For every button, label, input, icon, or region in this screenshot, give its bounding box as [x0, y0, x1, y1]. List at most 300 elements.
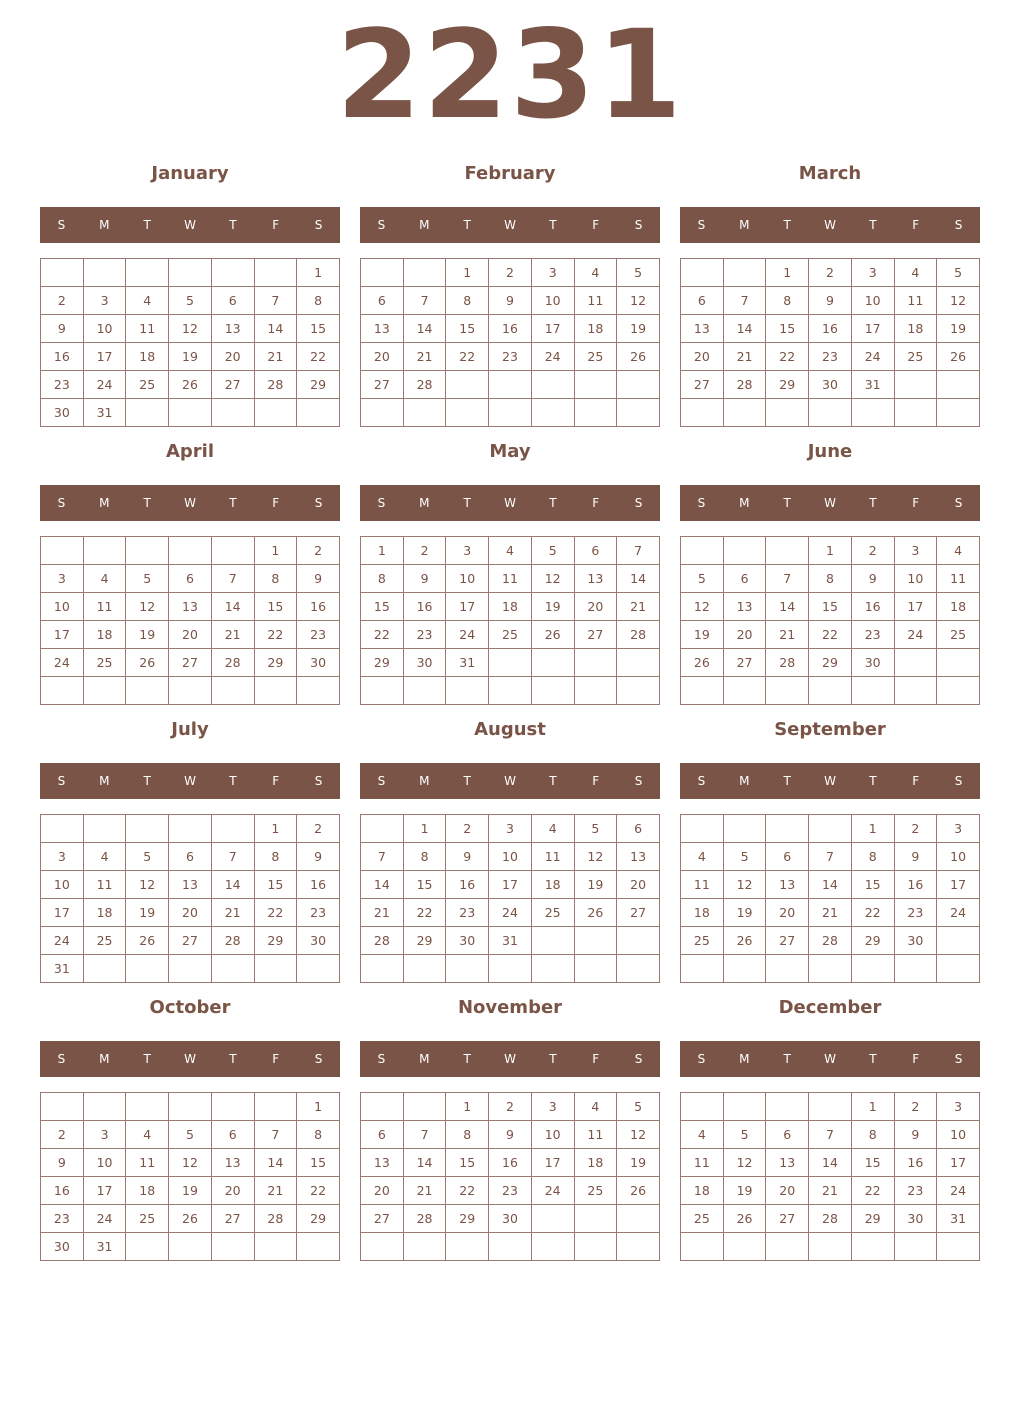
week-row	[361, 927, 660, 955]
day-cell: 25	[937, 621, 980, 649]
day-cell: 12	[723, 1149, 766, 1177]
day-cell	[254, 1093, 297, 1121]
weekday-label: W	[184, 218, 196, 232]
day-cell: 27	[211, 371, 254, 399]
weekday-header	[680, 485, 980, 521]
day-cell: 6	[211, 1121, 254, 1149]
week-row	[361, 649, 660, 677]
day-cell: 28	[723, 371, 766, 399]
day-cell: 9	[446, 843, 489, 871]
day-cell	[169, 537, 212, 565]
day-cell: 14	[809, 1149, 852, 1177]
week-row	[41, 593, 340, 621]
day-cell: 5	[617, 1093, 660, 1121]
week-row	[681, 343, 980, 371]
weekday-label: S	[954, 496, 963, 510]
day-cell: 5	[126, 843, 169, 871]
day-cell: 19	[937, 315, 980, 343]
week-row	[41, 287, 340, 315]
week-row	[361, 315, 660, 343]
day-cell	[446, 371, 489, 399]
day-cell	[169, 1093, 212, 1121]
day-cell: 15	[851, 871, 894, 899]
week-row	[681, 899, 980, 927]
day-cell: 2	[41, 1121, 84, 1149]
weekday-header	[40, 1041, 340, 1077]
weekday-label: F	[592, 496, 600, 510]
week-row	[681, 955, 980, 983]
day-cell: 9	[851, 565, 894, 593]
day-cell: 29	[403, 927, 446, 955]
day-cell: 4	[126, 287, 169, 315]
week-row	[681, 287, 980, 315]
day-cell: 3	[41, 843, 84, 871]
day-cell: 10	[41, 871, 84, 899]
day-cell: 27	[766, 927, 809, 955]
day-cell	[681, 955, 724, 983]
day-cell: 7	[211, 565, 254, 593]
day-cell: 21	[617, 593, 660, 621]
day-cell: 11	[574, 1121, 617, 1149]
day-cell: 29	[809, 649, 852, 677]
week-row	[41, 1233, 340, 1261]
day-cell: 12	[681, 593, 724, 621]
day-cell: 1	[446, 1093, 489, 1121]
week-row	[41, 315, 340, 343]
weekday-label: M	[99, 496, 110, 510]
day-cell	[126, 537, 169, 565]
day-cell: 20	[169, 899, 212, 927]
day-cell: 30	[297, 927, 340, 955]
day-cell	[723, 399, 766, 427]
day-cell	[489, 1233, 532, 1261]
day-cell: 7	[809, 1121, 852, 1149]
day-cell: 22	[446, 343, 489, 371]
day-cell: 27	[574, 621, 617, 649]
week-row	[361, 955, 660, 983]
day-cell: 21	[254, 1177, 297, 1205]
weekday-label: S	[634, 218, 643, 232]
day-cell	[723, 537, 766, 565]
day-cell: 15	[809, 593, 852, 621]
day-cell: 19	[169, 343, 212, 371]
weekday-header	[680, 1041, 980, 1077]
day-cell: 25	[489, 621, 532, 649]
day-cell: 4	[83, 565, 126, 593]
day-cell: 4	[681, 1121, 724, 1149]
weekday-label: S	[57, 774, 66, 788]
day-cell	[574, 1233, 617, 1261]
day-cell: 4	[574, 1093, 617, 1121]
weekday-label: F	[912, 496, 920, 510]
day-cell: 1	[254, 815, 297, 843]
day-grid	[360, 814, 660, 983]
week-row	[41, 1093, 340, 1121]
day-cell: 26	[169, 371, 212, 399]
day-cell: 27	[766, 1205, 809, 1233]
day-cell: 21	[211, 621, 254, 649]
week-row	[41, 677, 340, 705]
day-cell: 14	[809, 871, 852, 899]
day-cell: 21	[809, 1177, 852, 1205]
day-cell: 13	[681, 315, 724, 343]
day-cell	[169, 955, 212, 983]
day-cell: 6	[361, 287, 404, 315]
day-cell: 17	[41, 899, 84, 927]
day-cell: 6	[169, 843, 212, 871]
day-cell: 20	[723, 621, 766, 649]
day-cell: 5	[531, 537, 574, 565]
day-cell: 19	[617, 315, 660, 343]
day-cell: 9	[894, 843, 937, 871]
day-cell	[809, 1093, 852, 1121]
weekday-label: W	[824, 218, 836, 232]
day-cell: 2	[894, 815, 937, 843]
day-grid	[680, 814, 980, 983]
weekday-header	[360, 1041, 660, 1077]
day-cell: 15	[766, 315, 809, 343]
day-cell	[126, 1093, 169, 1121]
day-cell	[766, 955, 809, 983]
day-cell: 7	[403, 287, 446, 315]
weekday-label: S	[377, 1052, 386, 1066]
weekday-label: T	[463, 1052, 471, 1066]
day-cell: 28	[403, 1205, 446, 1233]
day-cell: 28	[766, 649, 809, 677]
day-cell	[574, 371, 617, 399]
day-cell: 27	[169, 649, 212, 677]
day-cell: 29	[361, 649, 404, 677]
day-cell: 5	[937, 259, 980, 287]
weekday-header	[360, 207, 660, 243]
day-cell: 29	[254, 649, 297, 677]
week-row	[681, 649, 980, 677]
weekday-label: F	[272, 496, 280, 510]
day-cell: 17	[41, 621, 84, 649]
day-cell: 21	[254, 343, 297, 371]
weekday-label: S	[314, 496, 323, 510]
month-name: May	[489, 441, 531, 462]
day-cell: 22	[809, 621, 852, 649]
day-cell	[211, 1093, 254, 1121]
day-cell: 16	[894, 1149, 937, 1177]
day-cell: 15	[446, 1149, 489, 1177]
weekday-label: F	[592, 774, 600, 788]
day-cell: 18	[531, 871, 574, 899]
day-cell: 19	[574, 871, 617, 899]
day-cell: 10	[83, 1149, 126, 1177]
day-cell: 14	[723, 315, 766, 343]
day-cell	[617, 371, 660, 399]
day-cell: 23	[297, 621, 340, 649]
day-cell	[254, 1233, 297, 1261]
weekday-label: T	[549, 1052, 557, 1066]
week-row	[681, 399, 980, 427]
day-cell: 10	[446, 565, 489, 593]
day-cell: 13	[169, 593, 212, 621]
day-cell: 23	[41, 371, 84, 399]
day-cell: 14	[254, 315, 297, 343]
weekday-label: T	[549, 496, 557, 510]
day-cell: 11	[894, 287, 937, 315]
day-cell: 17	[83, 343, 126, 371]
day-cell: 8	[446, 287, 489, 315]
day-cell: 17	[489, 871, 532, 899]
day-cell: 9	[41, 1149, 84, 1177]
day-grid	[40, 814, 340, 983]
day-cell	[681, 1093, 724, 1121]
day-cell	[169, 815, 212, 843]
week-row	[361, 343, 660, 371]
day-cell: 4	[489, 537, 532, 565]
day-cell: 18	[126, 343, 169, 371]
weekday-label: T	[143, 1052, 151, 1066]
day-cell: 22	[297, 343, 340, 371]
weekday-label: W	[824, 774, 836, 788]
day-cell	[126, 399, 169, 427]
day-cell	[617, 927, 660, 955]
day-cell: 28	[809, 927, 852, 955]
day-cell: 1	[809, 537, 852, 565]
week-row	[681, 1149, 980, 1177]
day-cell	[766, 1093, 809, 1121]
day-cell: 30	[41, 1233, 84, 1261]
day-cell	[361, 259, 404, 287]
day-cell	[766, 1233, 809, 1261]
day-grid	[360, 536, 660, 705]
day-cell	[83, 815, 126, 843]
day-cell: 3	[851, 259, 894, 287]
weekday-label: T	[143, 218, 151, 232]
day-cell: 26	[126, 927, 169, 955]
weekday-label: S	[634, 1052, 643, 1066]
day-cell: 18	[894, 315, 937, 343]
day-cell	[894, 649, 937, 677]
day-cell: 3	[531, 259, 574, 287]
day-cell	[531, 1205, 574, 1233]
day-cell: 12	[617, 287, 660, 315]
day-cell: 22	[254, 899, 297, 927]
month-name: April	[165, 441, 215, 462]
day-cell	[937, 1233, 980, 1261]
week-row	[361, 1205, 660, 1233]
day-cell: 1	[851, 815, 894, 843]
day-cell	[937, 649, 980, 677]
day-cell: 24	[531, 1177, 574, 1205]
day-cell: 2	[489, 1093, 532, 1121]
day-cell	[894, 371, 937, 399]
day-cell: 22	[297, 1177, 340, 1205]
day-cell	[169, 1233, 212, 1261]
day-cell: 25	[574, 1177, 617, 1205]
day-cell: 18	[681, 899, 724, 927]
day-cell: 7	[254, 287, 297, 315]
day-cell: 23	[894, 1177, 937, 1205]
day-grid	[680, 536, 980, 705]
week-row	[361, 1093, 660, 1121]
day-cell: 30	[489, 1205, 532, 1233]
day-cell	[361, 399, 404, 427]
week-row	[41, 259, 340, 287]
day-cell: 8	[254, 843, 297, 871]
week-row	[41, 927, 340, 955]
day-cell: 14	[617, 565, 660, 593]
day-cell: 27	[169, 927, 212, 955]
day-cell	[41, 677, 84, 705]
day-cell: 20	[211, 343, 254, 371]
day-cell	[531, 955, 574, 983]
day-cell: 8	[809, 565, 852, 593]
week-row	[681, 843, 980, 871]
day-cell: 7	[211, 843, 254, 871]
day-cell	[403, 1233, 446, 1261]
day-cell: 14	[211, 871, 254, 899]
day-cell: 19	[531, 593, 574, 621]
week-row	[361, 371, 660, 399]
day-cell	[617, 677, 660, 705]
day-cell: 6	[211, 287, 254, 315]
day-cell: 25	[126, 1205, 169, 1233]
day-cell: 9	[297, 843, 340, 871]
day-cell: 22	[766, 343, 809, 371]
day-cell: 22	[851, 899, 894, 927]
weekday-label: M	[419, 496, 430, 510]
weekday-label: T	[869, 218, 877, 232]
day-cell: 16	[41, 343, 84, 371]
day-cell: 18	[681, 1177, 724, 1205]
day-cell: 15	[851, 1149, 894, 1177]
month-name: February	[464, 163, 556, 184]
day-cell	[297, 1233, 340, 1261]
day-cell	[531, 371, 574, 399]
week-row	[681, 1093, 980, 1121]
day-cell: 9	[41, 315, 84, 343]
day-cell: 13	[723, 593, 766, 621]
day-cell	[489, 649, 532, 677]
day-cell: 8	[297, 287, 340, 315]
weekday-label: S	[314, 218, 323, 232]
day-cell	[403, 259, 446, 287]
week-row	[41, 1177, 340, 1205]
day-cell: 8	[403, 843, 446, 871]
day-cell: 24	[937, 1177, 980, 1205]
day-cell: 2	[851, 537, 894, 565]
week-row	[361, 399, 660, 427]
day-cell: 15	[297, 315, 340, 343]
day-cell: 30	[41, 399, 84, 427]
week-row	[681, 1233, 980, 1261]
day-cell: 18	[937, 593, 980, 621]
week-row	[681, 1177, 980, 1205]
day-cell	[809, 955, 852, 983]
day-cell: 21	[361, 899, 404, 927]
day-cell: 29	[254, 927, 297, 955]
day-cell: 22	[851, 1177, 894, 1205]
day-cell: 5	[126, 565, 169, 593]
day-cell: 1	[403, 815, 446, 843]
week-row	[41, 1121, 340, 1149]
week-row	[361, 537, 660, 565]
week-row	[41, 1205, 340, 1233]
day-cell: 30	[894, 927, 937, 955]
day-cell	[894, 677, 937, 705]
day-cell: 13	[361, 315, 404, 343]
day-cell	[894, 1233, 937, 1261]
day-cell	[41, 537, 84, 565]
week-row	[41, 343, 340, 371]
day-cell	[894, 955, 937, 983]
day-cell: 17	[531, 1149, 574, 1177]
day-cell: 8	[254, 565, 297, 593]
day-cell	[83, 955, 126, 983]
weekday-header	[360, 485, 660, 521]
day-cell: 16	[41, 1177, 84, 1205]
week-row	[41, 815, 340, 843]
weekday-label: W	[824, 496, 836, 510]
day-cell	[361, 815, 404, 843]
weekday-label: F	[272, 1052, 280, 1066]
day-cell	[446, 399, 489, 427]
week-row	[681, 1205, 980, 1233]
day-cell	[403, 955, 446, 983]
day-cell: 17	[894, 593, 937, 621]
weekday-label: T	[229, 496, 237, 510]
day-cell: 29	[446, 1205, 489, 1233]
day-cell: 23	[894, 899, 937, 927]
day-cell: 7	[403, 1121, 446, 1149]
day-cell	[617, 649, 660, 677]
day-cell: 16	[403, 593, 446, 621]
day-cell: 14	[211, 593, 254, 621]
day-cell	[211, 399, 254, 427]
month-name: November	[457, 997, 563, 1018]
day-cell: 11	[126, 1149, 169, 1177]
day-cell: 26	[723, 927, 766, 955]
day-grid	[40, 258, 340, 427]
day-cell: 8	[446, 1121, 489, 1149]
week-row	[41, 537, 340, 565]
day-cell	[446, 677, 489, 705]
day-cell: 10	[937, 843, 980, 871]
weekday-label: S	[314, 1052, 323, 1066]
day-cell: 23	[489, 1177, 532, 1205]
day-cell	[361, 955, 404, 983]
day-cell	[574, 649, 617, 677]
weekday-label: S	[697, 1052, 706, 1066]
day-cell	[937, 371, 980, 399]
weekday-label: S	[697, 774, 706, 788]
day-cell: 28	[403, 371, 446, 399]
day-cell: 11	[681, 871, 724, 899]
weekday-label: T	[783, 1052, 791, 1066]
day-grid	[360, 258, 660, 427]
day-cell	[83, 537, 126, 565]
weekday-label: T	[463, 774, 471, 788]
day-cell: 16	[894, 871, 937, 899]
day-cell: 11	[83, 871, 126, 899]
day-cell: 25	[126, 371, 169, 399]
weekday-label: W	[504, 496, 516, 510]
day-cell: 20	[211, 1177, 254, 1205]
week-row	[681, 677, 980, 705]
day-cell: 16	[297, 871, 340, 899]
day-cell: 9	[489, 1121, 532, 1149]
day-cell: 15	[446, 315, 489, 343]
day-cell: 10	[851, 287, 894, 315]
day-cell: 13	[574, 565, 617, 593]
day-cell: 11	[937, 565, 980, 593]
day-cell: 29	[297, 371, 340, 399]
